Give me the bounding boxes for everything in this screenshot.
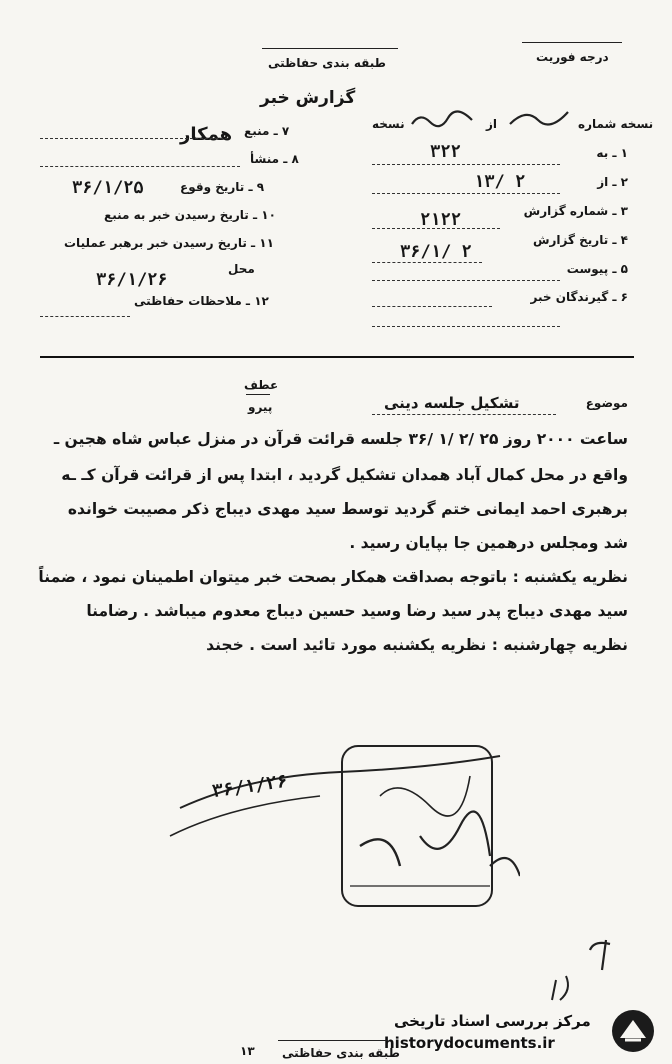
copy-total-scribble bbox=[408, 108, 478, 130]
field-source-value: همکار bbox=[180, 124, 233, 145]
footer-number: ۱۳ bbox=[240, 1044, 255, 1058]
field-report-number-label: ۳ ـ شماره گزارش bbox=[523, 204, 628, 218]
field-from-line bbox=[372, 193, 560, 194]
field-place-label: محل bbox=[228, 262, 255, 276]
field-to-value: ۳۲۲ bbox=[430, 142, 461, 162]
field-to-line bbox=[372, 164, 560, 165]
field-recipients-line-2 bbox=[372, 326, 560, 327]
field-recipients-line bbox=[372, 306, 492, 307]
margin-scribble-icon bbox=[536, 920, 636, 1010]
field-report-date-value: ۳۶/۱/ ۲ bbox=[400, 242, 472, 262]
watermark-url: historydocuments.ir bbox=[384, 1034, 555, 1052]
field-origin-label: ۸ ـ منشأ bbox=[250, 152, 299, 166]
subject-line bbox=[372, 414, 556, 415]
field-from-label: ۲ ـ از bbox=[597, 175, 628, 189]
reference-divider bbox=[246, 394, 270, 395]
handwritten-signature-icon bbox=[160, 736, 520, 916]
classification-top-line bbox=[262, 48, 398, 49]
body-line-7: نظریه چهارشنبه : نظریه یکشنبه مورد تائید است . خجند bbox=[206, 636, 628, 654]
field-ops-received-value: ۳۶/۱/۲۶ bbox=[96, 270, 168, 290]
body-line-2: واقع در محل کمال آباد همدان تشکیل گردید ، ابتدا پس از قرائت قرآن کـ ـه bbox=[61, 466, 628, 484]
field-origin-line bbox=[40, 166, 240, 167]
body-line-1: ساعت ۲۰۰۰ روز ۲۵ /۲ /۱ /۳۶ جلسه قرائت قرآن در منزل عباس شاه هجین ـ bbox=[53, 430, 628, 448]
classification-bottom: طبقه بندی حفاظتی bbox=[282, 1046, 400, 1060]
classification-bottom-line bbox=[278, 1040, 388, 1041]
field-occurrence-date-label: ۹ ـ تاریخ وقوع bbox=[180, 180, 265, 194]
field-recipients-label: ۶ ـ گیرندگان خبر bbox=[530, 290, 628, 304]
reference-label: عطف bbox=[244, 378, 279, 392]
field-report-number-value: ۲۱۲۲ bbox=[420, 210, 461, 230]
field-security-notes-line bbox=[40, 316, 130, 317]
subject-value: تشکیل جلسه دینی bbox=[384, 394, 520, 412]
follow-up-label: پیرو bbox=[248, 400, 273, 414]
field-report-date-line bbox=[372, 262, 482, 263]
watermark-name: مرکز بررسی اسناد تاریخی bbox=[394, 1012, 591, 1030]
body-line-6: سید مهدی دیباج پدر سید رضا وسید حسین دیباج معدوم میباشد . رضامنا bbox=[86, 602, 628, 620]
field-security-notes-label: ۱۲ ـ ملاحظات حفاظتی bbox=[134, 294, 269, 308]
field-source-received-label: ۱۰ ـ تاریخ رسیدن خبر به منبع bbox=[104, 208, 276, 222]
field-ops-received-label: ۱۱ ـ تاریخ رسیدن خبر برهبر عملیات bbox=[64, 236, 274, 250]
copy-word-label: نسخه bbox=[372, 117, 405, 131]
field-attachment-label: ۵ ـ پیوست bbox=[566, 262, 628, 276]
field-occurrence-date-value: ۳۶/۱/۲۵ bbox=[72, 178, 144, 198]
body-line-5: نظریه یکشنبه : باتوجه بصداقت همکار بصحت خبر میتوان اطمینان نمود ، ضمناً bbox=[38, 568, 628, 586]
field-attachment-line bbox=[372, 280, 560, 281]
copy-from-label: از bbox=[486, 117, 498, 131]
signature-date: ۳۶/۱/۲۶ bbox=[210, 770, 289, 803]
urgency-line bbox=[522, 42, 622, 43]
copy-number-label: نسخه شماره bbox=[578, 117, 654, 131]
subject-label: موضوع bbox=[585, 396, 628, 410]
field-report-number-line bbox=[372, 228, 500, 229]
body-line-3: برهبری احمد ایمانی ختم گردید توسط سید مهدی دیباج ذکر مصیبت خوانده bbox=[67, 500, 628, 518]
body-line-4: شد ومجلس درهمین جا بپایان رسید . bbox=[349, 534, 628, 552]
field-source-line bbox=[40, 138, 228, 139]
copy-number-scribble bbox=[506, 104, 576, 130]
field-to-label: ۱ ـ به bbox=[596, 146, 628, 160]
archive-logo-icon bbox=[610, 1008, 656, 1054]
field-source-label: ۷ ـ منبع bbox=[244, 124, 290, 138]
page-title: گزارش خبر bbox=[260, 88, 356, 108]
urgency-label: درجه فوریت bbox=[536, 50, 609, 64]
field-report-date-label: ۴ ـ تاریخ گزارش bbox=[532, 233, 628, 247]
classification-top: طبقه بندی حفاظتی bbox=[268, 56, 386, 70]
header-divider bbox=[40, 356, 634, 358]
field-from-value: ۱۳/ ۲ bbox=[474, 172, 526, 192]
